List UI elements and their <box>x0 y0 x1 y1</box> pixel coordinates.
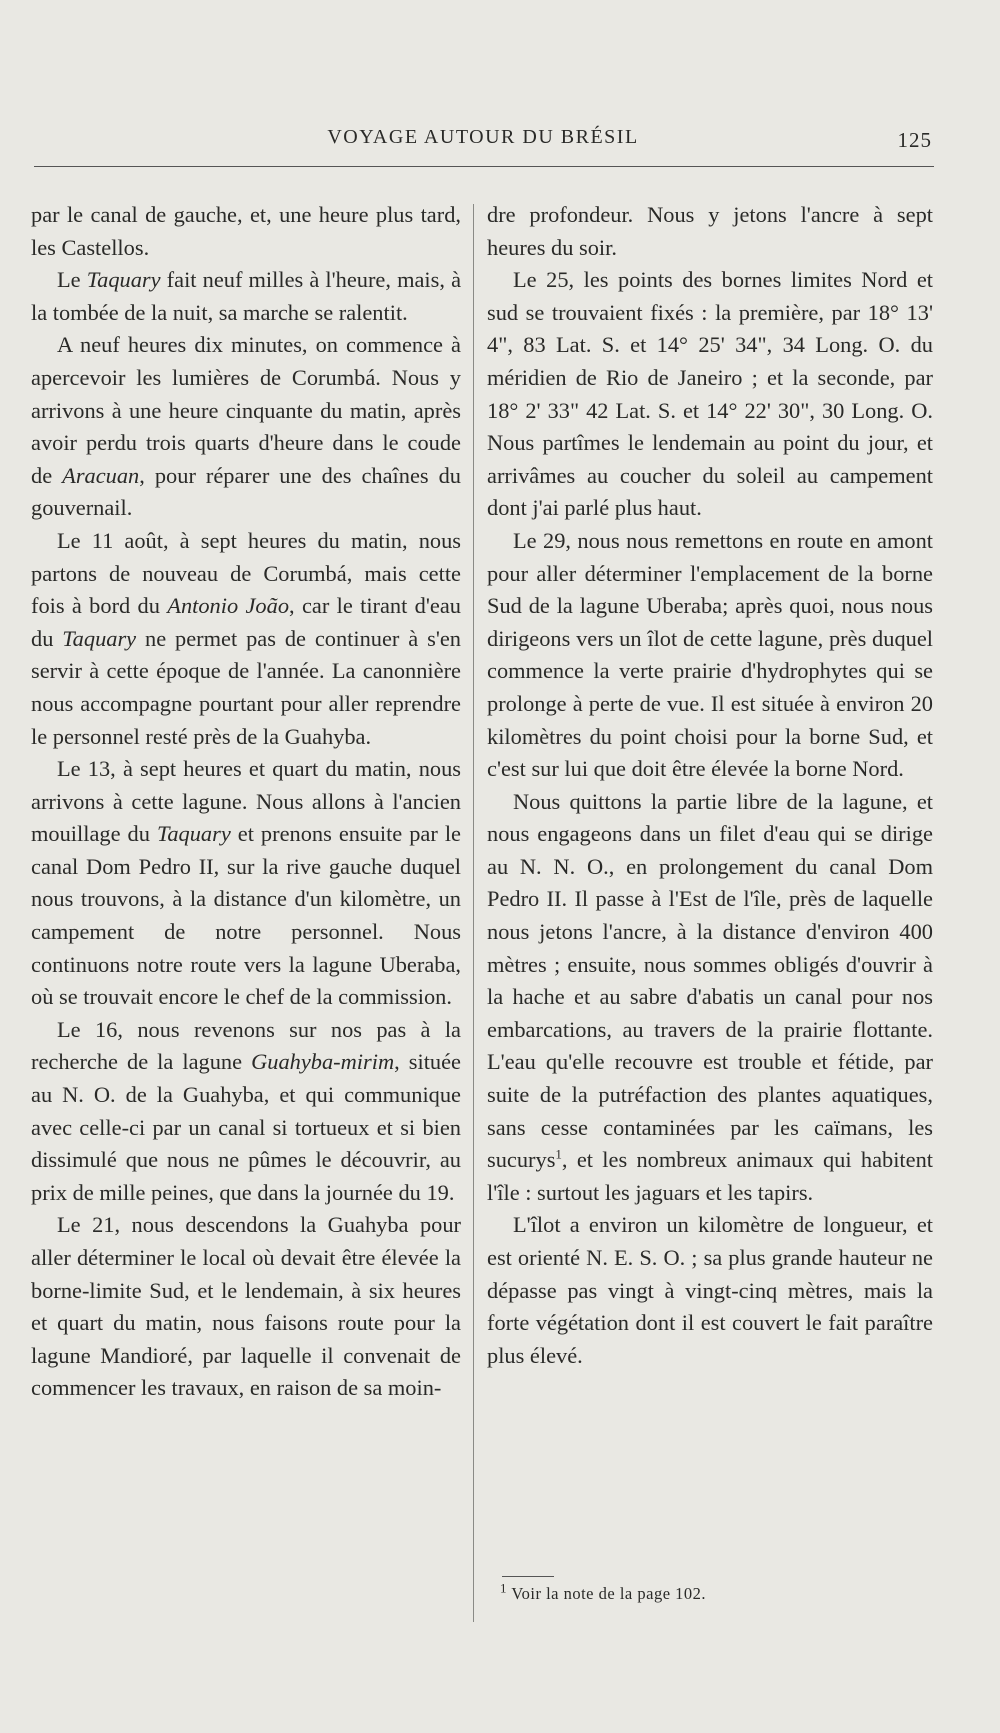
left-column <box>31 199 461 1405</box>
place-name: Aracuan <box>62 462 140 488</box>
footnote-rule <box>502 1576 554 1577</box>
paragraph: Le 25, les points des bornes limites Nord et sud se trouvaient fixés : la première, par 18° 13' 4", 83 Lat. S. et 14° 25' 34", 34 Long. O. du méridien de Rio de Janeiro ; et la seconde, par 18° 2' 33" 42 Lat. S. et 14° 22' 30", 30 Long. O. Nous partîmes le lendemain au point du jour, et arrivâmes au coucher du soleil au campement dont j'ai parlé plus haut. <box>487 267 933 521</box>
footnote-reference[interactable]: 1 <box>555 1146 562 1162</box>
paragraph: par le canal de gauche, et, une heure plus tard, les Castellos. <box>31 202 461 260</box>
paragraph: Le 11 août, à sept heures du matin, nous partons de nouveau de Corumbá, mais cette fois à bord du Antonio João, car le tirant d'eau du Taquary ne permet pas de continuer à s'en servir à cette époque de l'année. La canonnière nous accompagne pourtant pour aller reprendre le personnel resté près de la Guahyba. <box>31 527 461 749</box>
right-column <box>487 199 933 1372</box>
paragraph: Le 16, nous revenons sur nos pas à la recherche de la lagune Guahyba-mirim, située au N. O. de la Guahyba, et qui communique avec celle-ci par un canal si tortueux et si bien dissimulé que nous ne pûmes le découvrir, au prix de mille peines, que dans la journée du 19. <box>31 1016 461 1205</box>
paragraph: Le 29, nous nous remettons en route en amont pour aller déterminer l'emplacement de la borne Sud de la lagune Uberaba; après quoi, nous nous dirigeons vers un îlot de cette lagune, près duquel commence la verte prairie d'hydrophytes qui se prolonge à perte de vue. Il est située à environ 20 kilomètres du point choisi pour la borne Sud, et c'est sur lui que doit être élevée la borne Nord. <box>487 527 933 782</box>
paragraph: Le 21, nous descendons la Guahyba pour aller déterminer le local où devait être élevée la borne-limite Sud, et le lendemain, à six heures et quart du matin, nous faisons route pour la lagune Mandioré, par laquelle il convenait de commencer les travaux, en raison de sa moin- <box>31 1212 461 1401</box>
ship-name: Taquary <box>156 821 231 847</box>
column-divider <box>473 204 474 1622</box>
footnote-text: Voir la note de la page 102. <box>507 1584 707 1603</box>
header-rule <box>34 166 934 167</box>
footnote <box>500 1580 707 1604</box>
ship-name: Taquary <box>86 267 161 293</box>
paragraph: Le Taquary fait neuf milles à l'heure, mais, à la tombée de la nuit, sa marche se ralentit. <box>31 267 462 325</box>
page-number: 125 <box>897 128 932 152</box>
running-title: VOYAGE AUTOUR DU BRÉSIL <box>327 126 639 148</box>
place-name: Guahyba-mirim <box>251 1049 395 1075</box>
paragraph: L'îlot a environ un kilomètre de longueur, et est orienté N. E. S. O. ; sa plus grande hauteur ne dépasse pas vingt à vingt-cinq mètres, mais la forte végétation dont il est couvert le fait paraître plus élevé. <box>487 1212 933 1368</box>
ship-name: Antonio João <box>167 593 290 619</box>
footnote-marker: 1 <box>500 1580 507 1596</box>
paragraph: Le 13, à sept heures et quart du matin, nous arrivons à cette lagune. Nous allons à l'ancien mouillage du Taquary et prenons ensuite par le canal Dom Pedro II, sur la rive gauche duquel nous trouvons, à la distance d'un kilomètre, un campement de notre personnel. Nous continuons notre route vers la lagune Uberaba, où se trouvait encore le chef de la commission. <box>31 756 461 1010</box>
page-header <box>34 126 932 158</box>
paragraph: Nous quittons la partie libre de la lagune, et nous engageons dans un filet d'eau qui se dirige au N. N. O., en prolongement du canal Dom Pedro II. Il passe à l'Est de l'île, près de laquelle nous jetons l'ancre, à la distance d'environ 400 mètres ; ensuite, nous sommes obligés d'ouvrir à la hache et au sabre d'abatis un canal pour nos embarcations, au travers de la prairie flottante. L'eau qu'elle recouvre est trouble et fétide, par suite de la putréfaction des plantes aquatiques, sans cesse contaminées par les caïmans, les sucurys$^1$, et les nombreux animaux qui habitent l'île : surtout les jaguars et les tapirs. <box>487 788 933 1205</box>
paragraph: dre profondeur. Nous y jetons l'ancre à sept heures du soir. <box>487 202 933 260</box>
ship-name: Taquary <box>62 625 137 651</box>
paragraph: A neuf heures dix minutes, on commence à apercevoir les lumières de Corumbá. Nous y arrivons à une heure cinquante du matin, après avoir perdu trois quarts d'heure dans le coude de Aracuan, pour réparer une des chaînes du gouvernail. <box>31 332 461 521</box>
